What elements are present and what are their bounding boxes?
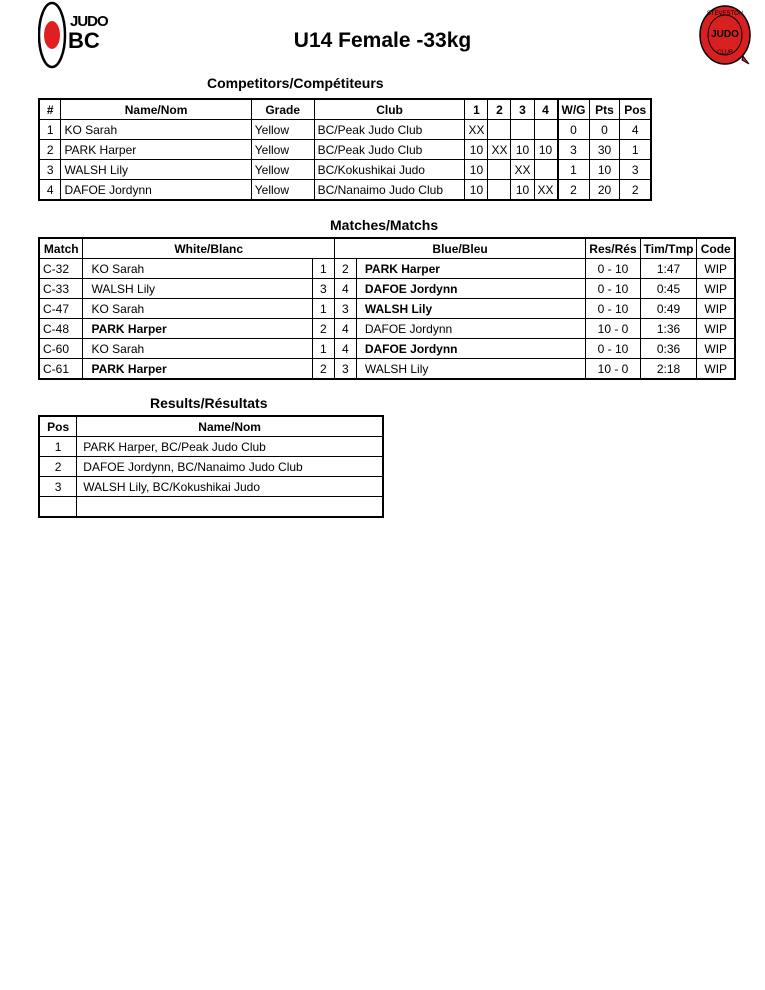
table-row bbox=[39, 180, 651, 201]
cell-white-number: 1 bbox=[312, 259, 334, 279]
cell-white-number: 2 bbox=[312, 319, 334, 339]
cell-result: 10 - 0 bbox=[586, 359, 640, 380]
cell-pts: 20 bbox=[589, 180, 620, 201]
cell-score-1: XX bbox=[465, 120, 488, 140]
cell-white-number: 2 bbox=[312, 359, 334, 380]
cell-grade: Yellow bbox=[251, 140, 314, 160]
cell-name: WALSH Lily, BC/Kokushikai Judo bbox=[77, 477, 383, 497]
table-row bbox=[39, 457, 383, 477]
cell-blue-number: 4 bbox=[334, 339, 356, 359]
table-row bbox=[39, 477, 383, 497]
col-number: # bbox=[39, 99, 61, 120]
cell-code: WIP bbox=[697, 319, 735, 339]
cell-score-2: XX bbox=[488, 140, 511, 160]
cell-club: BC/Nanaimo Judo Club bbox=[314, 180, 465, 201]
cell-match: C-60 bbox=[39, 339, 83, 359]
col-2: 2 bbox=[488, 99, 511, 120]
col-name: Name/Nom bbox=[61, 99, 251, 120]
table-row bbox=[39, 160, 651, 180]
cell-score-1: 10 bbox=[465, 160, 488, 180]
cell-name: DAFOE Jordynn bbox=[61, 180, 251, 201]
cell-time: 2:18 bbox=[640, 359, 697, 380]
cell-score-4 bbox=[534, 120, 558, 140]
table-row bbox=[39, 140, 651, 160]
cell-wg: 1 bbox=[558, 160, 590, 180]
cell-pos: 4 bbox=[620, 120, 651, 140]
cell-pos: 2 bbox=[620, 180, 651, 201]
cell-match: C-32 bbox=[39, 259, 83, 279]
cell-score-1: 10 bbox=[465, 140, 488, 160]
cell-score-2 bbox=[488, 120, 511, 140]
cell-white-name: WALSH Lily bbox=[83, 279, 312, 299]
cell-match: C-48 bbox=[39, 319, 83, 339]
cell-result: 0 - 10 bbox=[586, 299, 640, 319]
cell-club: BC/Peak Judo Club bbox=[314, 120, 465, 140]
col-4: 4 bbox=[534, 99, 558, 120]
col-name: Name/Nom bbox=[77, 416, 383, 437]
cell-score-4: 10 bbox=[534, 140, 558, 160]
cell-score-3 bbox=[511, 120, 534, 140]
table-row bbox=[39, 359, 735, 380]
cell-number: 3 bbox=[39, 160, 61, 180]
cell-grade: Yellow bbox=[251, 160, 314, 180]
matches-header-row bbox=[39, 238, 735, 259]
cell-pos: 1 bbox=[620, 140, 651, 160]
cell-result: 10 - 0 bbox=[586, 319, 640, 339]
table-row bbox=[39, 339, 735, 359]
cell-number: 1 bbox=[39, 120, 61, 140]
cell-pts: 10 bbox=[589, 160, 620, 180]
cell-white-name: KO Sarah bbox=[83, 259, 312, 279]
cell-blue-name: PARK Harper bbox=[356, 259, 585, 279]
club-logo-ring-top: STEVESTON bbox=[706, 11, 744, 17]
cell-blue-name: DAFOE Jordynn bbox=[356, 319, 585, 339]
cell-pos: 3 bbox=[620, 160, 651, 180]
cell-code: WIP bbox=[697, 259, 735, 279]
cell-blue-name: WALSH Lily bbox=[356, 299, 585, 319]
cell-result: 0 - 10 bbox=[586, 259, 640, 279]
club-logo-text: JUDO bbox=[711, 29, 739, 40]
cell-time: 1:36 bbox=[640, 319, 697, 339]
cell-code: WIP bbox=[697, 299, 735, 319]
competitors-title: Competitors/Compétiteurs bbox=[207, 75, 384, 91]
cell-white-name: KO Sarah bbox=[83, 299, 312, 319]
cell-club: BC/Kokushikai Judo bbox=[314, 160, 465, 180]
col-3: 3 bbox=[511, 99, 534, 120]
cell-wg: 2 bbox=[558, 180, 590, 201]
cell-score-1: 10 bbox=[465, 180, 488, 201]
cell-blue-number: 2 bbox=[334, 259, 356, 279]
table-row bbox=[39, 437, 383, 457]
cell-blue-name: DAFOE Jordynn bbox=[356, 339, 585, 359]
col-grade: Grade bbox=[251, 99, 314, 120]
logo-text-bc: BC bbox=[68, 28, 100, 53]
cell-match: C-61 bbox=[39, 359, 83, 380]
cell-white-name: PARK Harper bbox=[83, 359, 312, 380]
matches-table bbox=[38, 237, 736, 380]
cell-pos: 3 bbox=[39, 477, 77, 497]
col-wg: W/G bbox=[558, 99, 590, 120]
cell-blue-name: WALSH Lily bbox=[356, 359, 585, 380]
col-1: 1 bbox=[465, 99, 488, 120]
results-table bbox=[38, 415, 384, 518]
cell-name: WALSH Lily bbox=[61, 160, 251, 180]
col-result: Res/Rés bbox=[586, 238, 640, 259]
cell-match: C-47 bbox=[39, 299, 83, 319]
cell-white-name: PARK Harper bbox=[83, 319, 312, 339]
cell-pts: 30 bbox=[589, 140, 620, 160]
cell-time: 0:36 bbox=[640, 339, 697, 359]
cell-score-3: 10 bbox=[511, 140, 534, 160]
table-row bbox=[39, 497, 383, 518]
cell-blue-number: 4 bbox=[334, 319, 356, 339]
cell-pos: 2 bbox=[39, 457, 77, 477]
table-row bbox=[39, 319, 735, 339]
results-header-row bbox=[39, 416, 383, 437]
cell-white-number: 3 bbox=[312, 279, 334, 299]
cell-score-2 bbox=[488, 180, 511, 201]
cell-score-3: XX bbox=[511, 160, 534, 180]
cell-result: 0 - 10 bbox=[586, 339, 640, 359]
cell-score-3: 10 bbox=[511, 180, 534, 201]
cell-score-2 bbox=[488, 160, 511, 180]
cell-name: DAFOE Jordynn, BC/Nanaimo Judo Club bbox=[77, 457, 383, 477]
cell-blue-number: 3 bbox=[334, 359, 356, 380]
cell-grade: Yellow bbox=[251, 120, 314, 140]
cell-score-4: XX bbox=[534, 180, 558, 201]
logo-text-judo: JUDO bbox=[70, 13, 108, 30]
results-title: Results/Résultats bbox=[150, 395, 268, 411]
table-row bbox=[39, 279, 735, 299]
cell-white-number: 1 bbox=[312, 299, 334, 319]
col-white: White/Blanc bbox=[83, 238, 334, 259]
cell-white-name: KO Sarah bbox=[83, 339, 312, 359]
cell-wg: 3 bbox=[558, 140, 590, 160]
col-code: Code bbox=[697, 238, 735, 259]
cell-code: WIP bbox=[697, 279, 735, 299]
cell-pts: 0 bbox=[589, 120, 620, 140]
cell-time: 1:47 bbox=[640, 259, 697, 279]
cell-number: 2 bbox=[39, 140, 61, 160]
cell-time: 0:49 bbox=[640, 299, 697, 319]
table-row bbox=[39, 120, 651, 140]
competitors-header-row bbox=[39, 99, 651, 120]
matches-title: Matches/Matchs bbox=[330, 217, 439, 233]
cell-club: BC/Peak Judo Club bbox=[314, 140, 465, 160]
table-row bbox=[39, 259, 735, 279]
club-logo bbox=[697, 4, 753, 66]
cell-pos bbox=[39, 497, 77, 518]
cell-name: PARK Harper, BC/Peak Judo Club bbox=[77, 437, 383, 457]
col-club: Club bbox=[314, 99, 465, 120]
cell-grade: Yellow bbox=[251, 180, 314, 201]
cell-score-4 bbox=[534, 160, 558, 180]
cell-white-number: 1 bbox=[312, 339, 334, 359]
cell-blue-number: 3 bbox=[334, 299, 356, 319]
col-pos: Pos bbox=[39, 416, 77, 437]
col-pos: Pos bbox=[620, 99, 651, 120]
page-title: U14 Female -33kg bbox=[293, 29, 472, 52]
cell-result: 0 - 10 bbox=[586, 279, 640, 299]
cell-blue-number: 4 bbox=[334, 279, 356, 299]
cell-name: PARK Harper bbox=[61, 140, 251, 160]
col-pts: Pts bbox=[589, 99, 620, 120]
club-logo-ring-bottom: CLUB bbox=[716, 50, 733, 56]
table-row bbox=[39, 299, 735, 319]
col-blue: Blue/Bleu bbox=[334, 238, 585, 259]
cell-pos: 1 bbox=[39, 437, 77, 457]
cell-code: WIP bbox=[697, 339, 735, 359]
col-time: Tim/Tmp bbox=[640, 238, 697, 259]
cell-name: KO Sarah bbox=[61, 120, 251, 140]
cell-match: C-33 bbox=[39, 279, 83, 299]
cell-time: 0:45 bbox=[640, 279, 697, 299]
cell-code: WIP bbox=[697, 359, 735, 380]
cell-wg: 0 bbox=[558, 120, 590, 140]
cell-name bbox=[77, 497, 383, 518]
cell-blue-name: DAFOE Jordynn bbox=[356, 279, 585, 299]
competitors-table bbox=[38, 98, 652, 201]
cell-number: 4 bbox=[39, 180, 61, 201]
col-match: Match bbox=[39, 238, 83, 259]
